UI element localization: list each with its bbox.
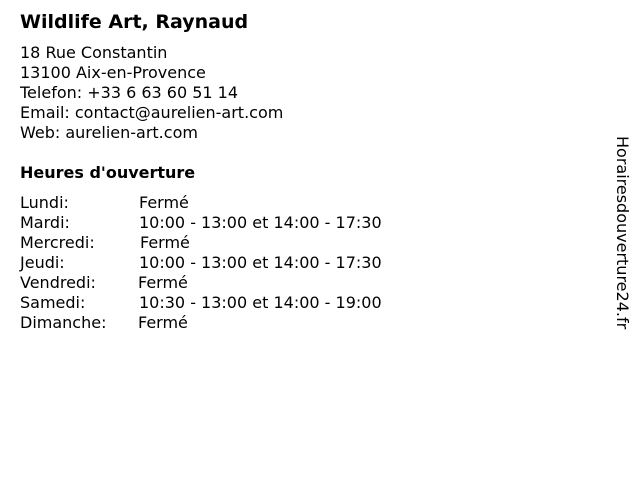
hours-heading: Heures d'ouverture bbox=[20, 163, 196, 182]
day-label: Mardi: bbox=[20, 213, 70, 232]
site-watermark-text: Horairesdouverture24.fr bbox=[613, 136, 632, 330]
street-address: 18 Rue Constantin bbox=[20, 43, 168, 62]
website: Web: aurelien-art.com bbox=[20, 123, 198, 142]
hours-value: Fermé bbox=[139, 193, 189, 212]
email-address: Email: contact@aurelien-art.com bbox=[20, 103, 284, 122]
phone-number: Telefon: +33 6 63 60 51 14 bbox=[20, 83, 239, 102]
hours-value: 10:00 - 13:00 et 14:00 - 17:30 bbox=[139, 253, 382, 272]
hours-value: Fermé bbox=[138, 273, 188, 292]
hours-value: Fermé bbox=[138, 313, 188, 332]
day-label: Dimanche: bbox=[20, 313, 107, 332]
day-label: Lundi: bbox=[20, 193, 69, 212]
contact-block bbox=[20, 43, 283, 143]
day-label: Vendredi: bbox=[20, 273, 96, 292]
day-label: Samedi: bbox=[20, 293, 86, 312]
city-address: 13100 Aix-en-Provence bbox=[20, 63, 206, 82]
hours-value: 10:00 - 13:00 et 14:00 - 17:30 bbox=[139, 213, 382, 232]
hours-value: Fermé bbox=[140, 233, 190, 252]
business-title: Wildlife Art, Raynaud bbox=[20, 11, 249, 33]
hours-value: 10:30 - 13:00 et 14:00 - 19:00 bbox=[139, 293, 382, 312]
day-label: Jeudi: bbox=[20, 253, 65, 272]
day-label: Mercredi: bbox=[20, 233, 95, 252]
